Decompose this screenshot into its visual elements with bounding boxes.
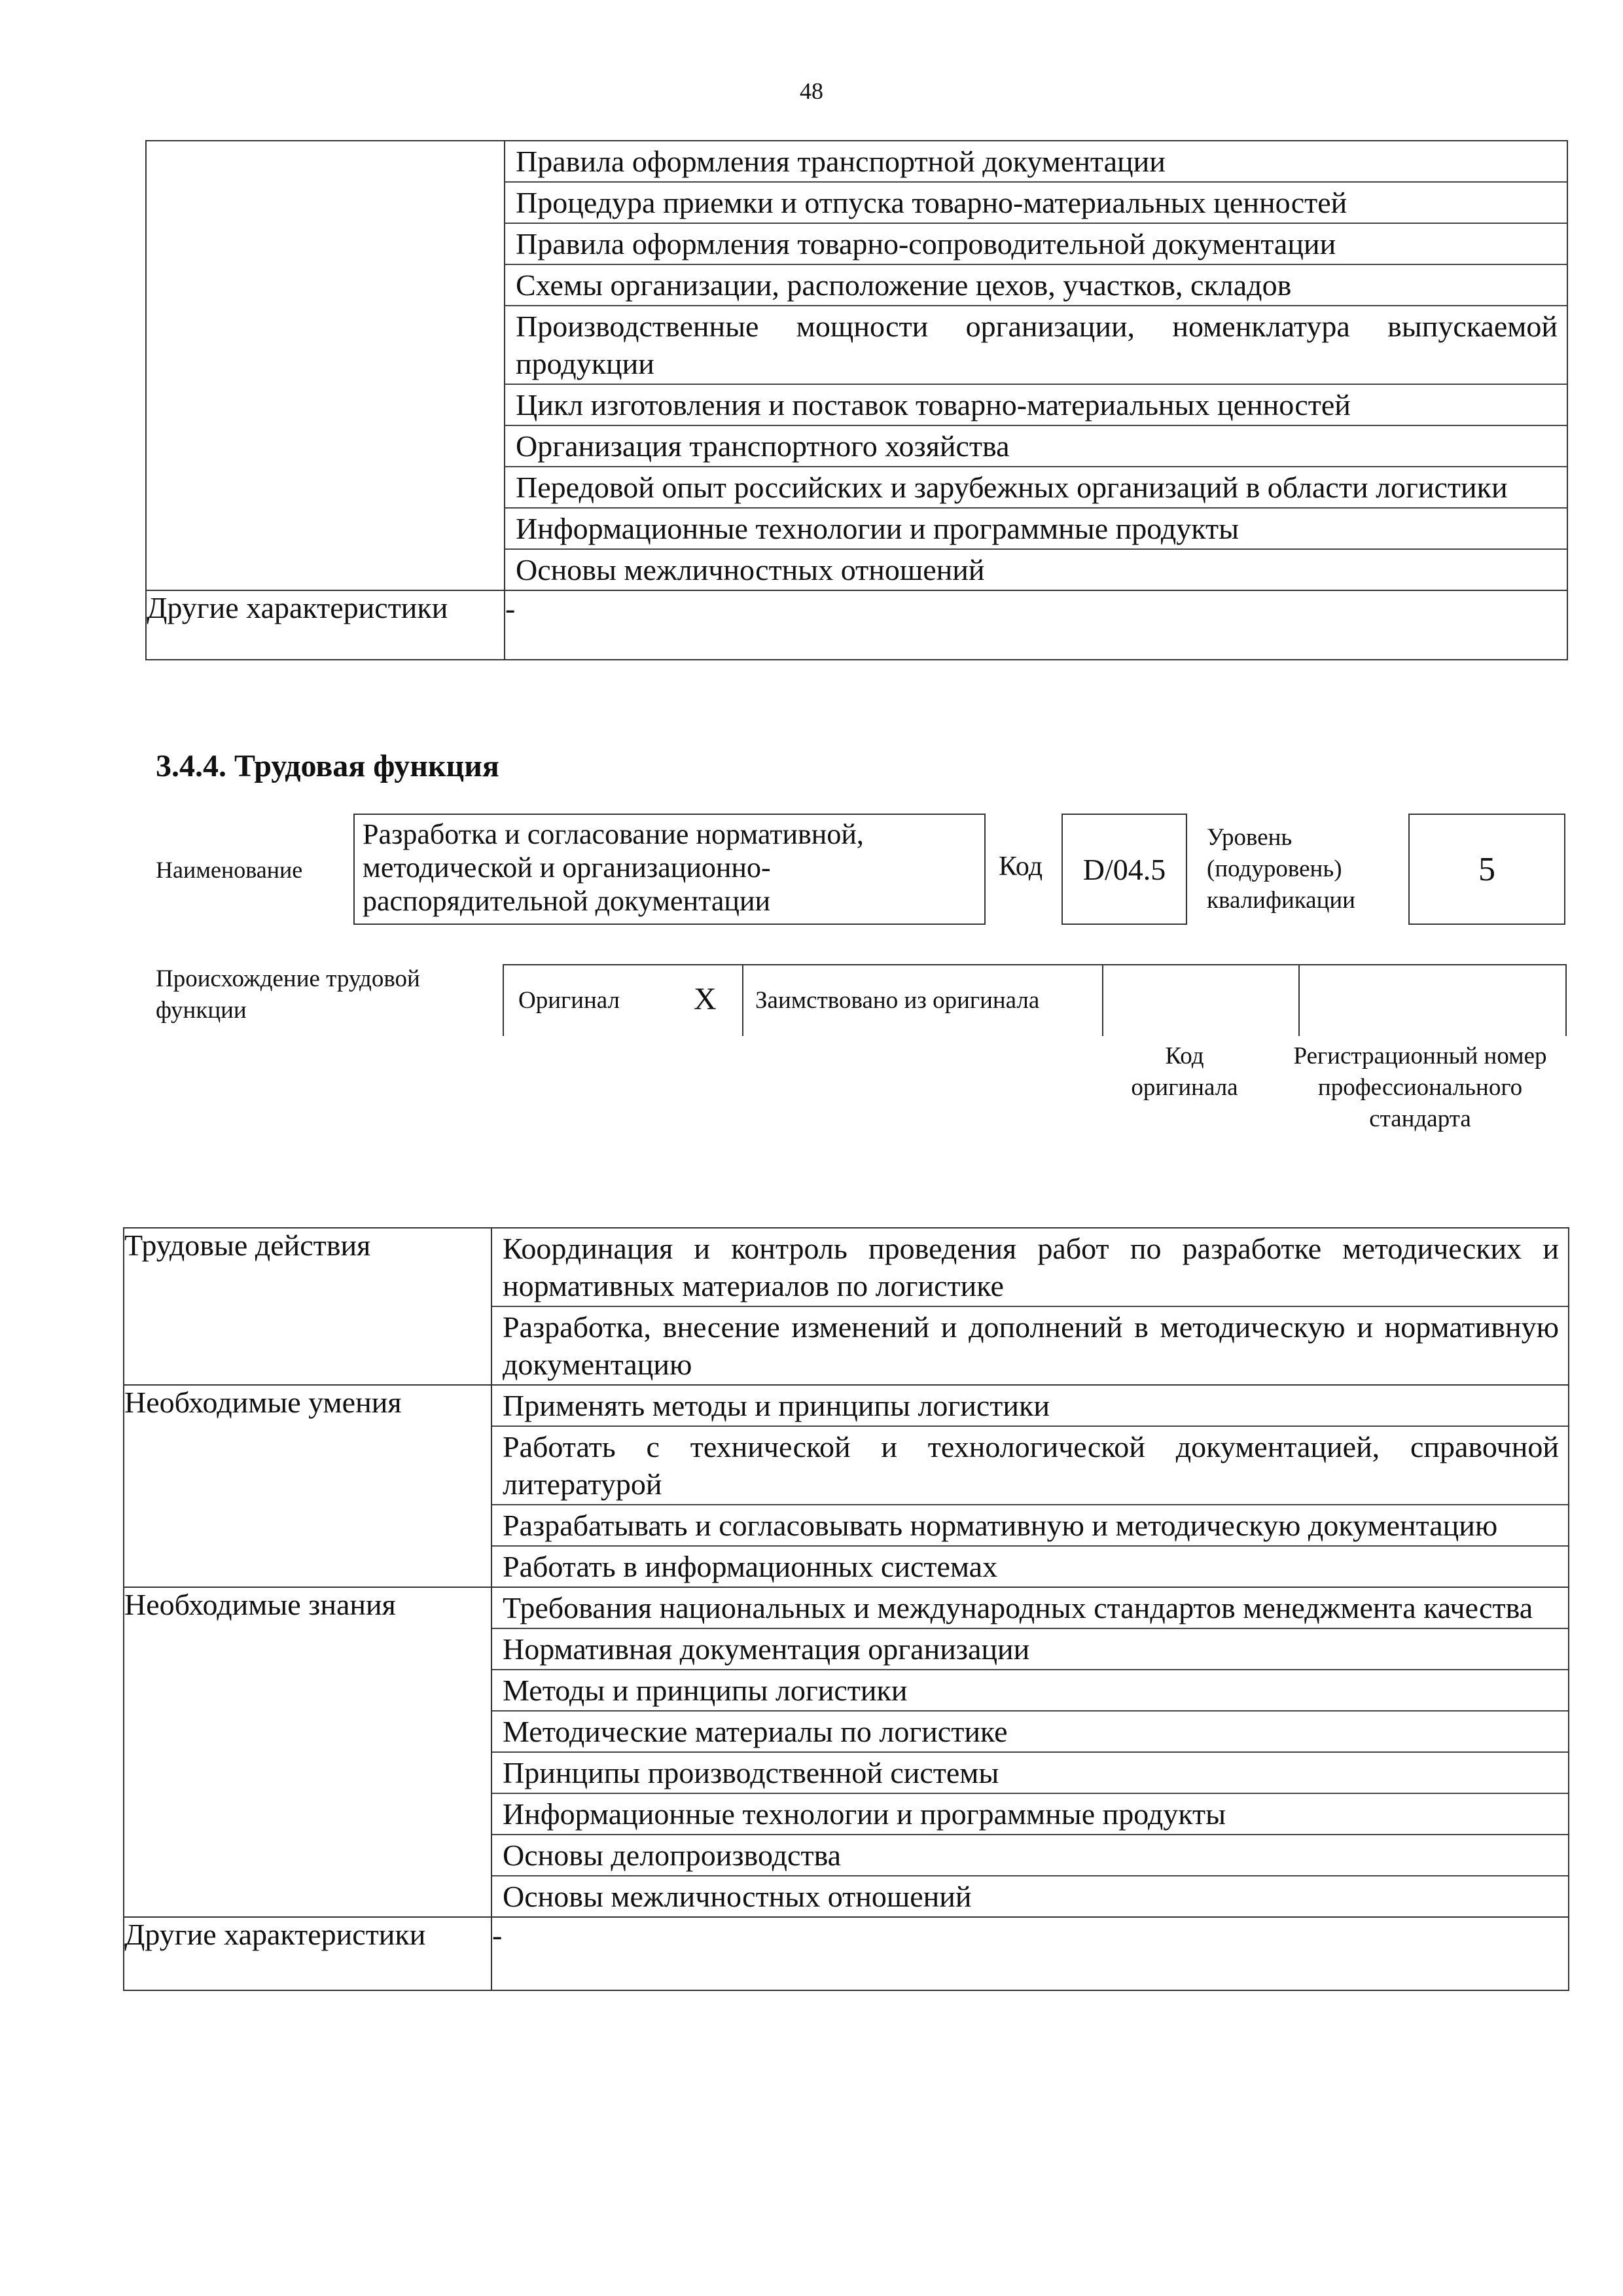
- list-item: Методические материалы по логистике: [492, 1712, 1568, 1753]
- list-item: Работать в информационных системах: [503, 1550, 998, 1583]
- list-item: Разрабатывать и согласовывать нормативную и методическую документацию: [492, 1505, 1568, 1547]
- top-other-label: Другие характеристики: [146, 590, 505, 660]
- code-label: Код: [999, 852, 1043, 882]
- level-value-box: 5: [1408, 814, 1565, 925]
- top-table: [145, 140, 1568, 660]
- original-cell: [504, 965, 668, 1036]
- name-label: Наименование: [156, 857, 303, 883]
- main-other-label: Другие характеристики: [124, 1917, 491, 1990]
- list-item: Основы межличностных отношений: [503, 1880, 972, 1913]
- actions-label: Трудовые действия: [124, 1228, 491, 1385]
- page-number: 48: [800, 78, 823, 104]
- knowledge-list: [491, 1587, 1569, 1917]
- list-item: Производственные мощности организации, номенклатура выпускаемой продукции: [505, 306, 1567, 385]
- list-item: Цикл изготовления и поставок товарно-материальных ценностей: [505, 385, 1567, 426]
- list-item: Информационные технологии и программные продукты: [492, 1794, 1568, 1835]
- section-heading: 3.4.4. Трудовая функция: [156, 749, 499, 783]
- list-item: Основы делопроизводства: [492, 1835, 1568, 1876]
- list-item: Организация транспортного хозяйства: [505, 426, 1567, 467]
- top-other-value: -: [505, 590, 1567, 660]
- code-value-box: D/04.5: [1061, 814, 1187, 925]
- origin-row: [503, 964, 1567, 1036]
- top-table-empty-label: [146, 141, 505, 590]
- list-item: Работать с технической и технологической документацией, справочной литературой: [492, 1427, 1568, 1505]
- list-item: Основы межличностных отношений: [516, 553, 985, 586]
- level-label: Уровень (подуровень) квалификации: [1207, 824, 1355, 914]
- list-item: Разработка, внесение изменений и дополнений в методическую и нормативную документацию: [503, 1310, 1559, 1381]
- origin-label: Происхождение трудовой функции: [156, 965, 420, 1024]
- borrowed-cell: [743, 965, 1103, 1036]
- list-item: Нормативная документация организации: [492, 1629, 1568, 1670]
- original-mark-cell: [668, 965, 743, 1036]
- main-other-value: -: [491, 1917, 1569, 1990]
- list-item: Информационные технологии и программные продукты: [505, 509, 1567, 550]
- top-table-knowledge-list: [505, 141, 1567, 590]
- list-item: Правила оформления товарно-сопроводительной документации: [505, 224, 1567, 265]
- list-item: Схемы организации, расположение цехов, участков, складов: [505, 265, 1567, 306]
- main-table: [123, 1227, 1569, 1991]
- list-item: Правила оформления транспортной документации: [505, 141, 1567, 183]
- actions-list: [491, 1228, 1569, 1385]
- skills-list: [491, 1385, 1569, 1587]
- list-item: Методы и принципы логистики: [492, 1670, 1568, 1712]
- list-item: Применять методы и принципы логистики: [492, 1386, 1568, 1427]
- list-item: Принципы производственной системы: [492, 1753, 1568, 1794]
- original-label: Оригинал: [518, 987, 620, 1014]
- function-name-box: Разработка и согласование нормативной, методической и организационно-распорядительной документации: [353, 814, 986, 925]
- borrowed-label: Заимствовано из оригинала: [755, 987, 1040, 1014]
- list-item: Передовой опыт российских и зарубежных организаций в области логистики: [505, 467, 1567, 509]
- list-item: Процедура приемки и отпуска товарно-материальных ценностей: [505, 183, 1567, 224]
- knowledge-label: Необходимые знания: [124, 1587, 491, 1917]
- reg-number-label: Регистрационный номер профессионального стандарта: [1293, 1043, 1547, 1132]
- reg-number-cell: [1300, 965, 1565, 1036]
- list-item: Требования национальных и международных стандартов менеджмента качества: [492, 1588, 1568, 1629]
- list-item: Координация и контроль проведения работ по разработке методических и нормативных материалов по логистике: [492, 1229, 1568, 1307]
- skills-label: Необходимые умения: [124, 1385, 491, 1587]
- code-original-label: Код оригинала: [1131, 1043, 1238, 1101]
- original-mark: X: [694, 982, 717, 1016]
- code-original-cell: [1103, 965, 1300, 1036]
